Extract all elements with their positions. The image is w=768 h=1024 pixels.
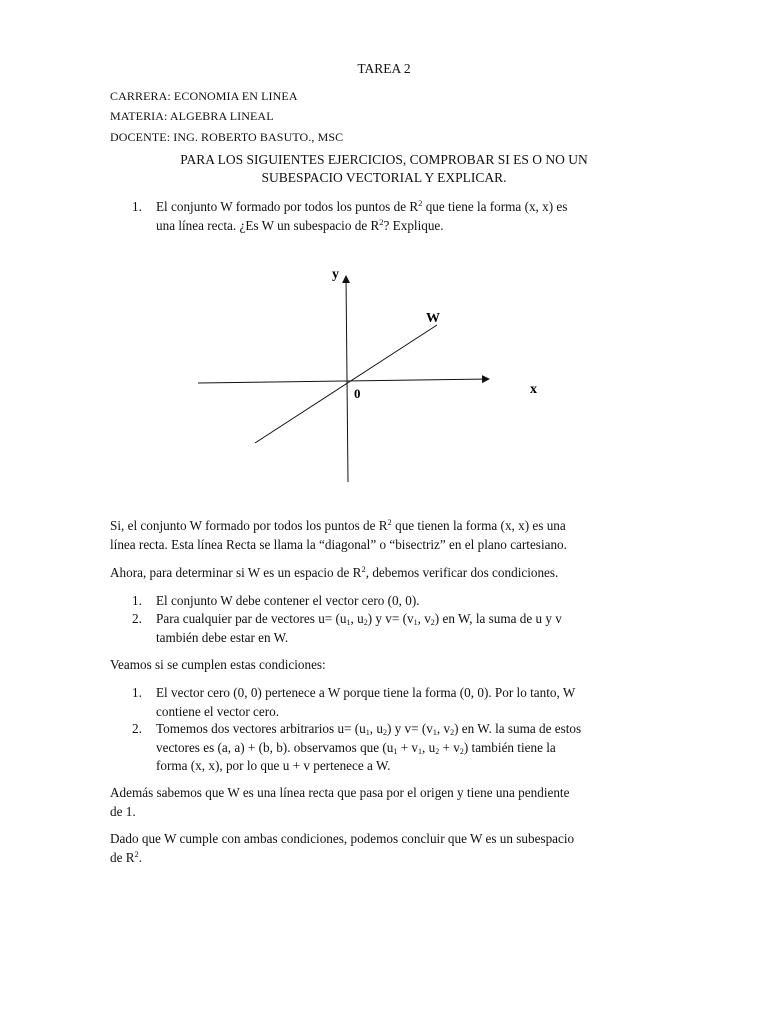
subscript: 1	[346, 618, 351, 627]
text-part: forma (x, x), por lo que u + v pertenece a W.	[156, 758, 391, 773]
exercise-1-part: El conjunto W formado por todos los puntos de R	[156, 199, 419, 214]
text-part: Dado que W cumple con ambas condiciones, podemos concluir que W es un subespacio	[110, 831, 575, 846]
teacher-line: DOCENTE: ING. ROBERTO BASUTO., MSC	[110, 130, 344, 144]
condition-2-number: 2.	[132, 611, 142, 626]
text-part: , debemos verificar dos condiciones.	[365, 565, 559, 580]
paragraph-diagonal	[110, 517, 662, 554]
superscript: 2	[418, 198, 423, 208]
text-part: Si, el conjunto W formado por todos los puntos de R	[110, 518, 388, 533]
superscript: 2	[387, 517, 392, 527]
text-part: , v	[436, 721, 451, 736]
paragraph-slope	[110, 784, 662, 821]
text-part: de 1.	[110, 803, 136, 819]
paragraph-conditions-intro	[110, 564, 662, 583]
subscript: 2	[435, 746, 440, 756]
exercise-1-number: 1.	[132, 199, 142, 214]
condition-2	[132, 610, 662, 648]
text-part: ) y v= (v	[367, 611, 414, 626]
heading-line-1: PARA LOS SIGUIENTES EJERCICIOS, COMPROBAR SI ES O NO UN	[180, 152, 588, 167]
paragraph-check-intro: Veamos si se cumplen estas condiciones:	[110, 657, 326, 672]
subscript: 1	[418, 746, 423, 756]
subscript: 1	[393, 746, 398, 756]
origin-label: 0	[354, 386, 361, 401]
subject-line: MATERIA: ALGEBRA LINEAL	[110, 109, 274, 123]
condition-1-number: 1.	[132, 593, 142, 608]
check-1-number: 1.	[132, 685, 142, 700]
subscript: 1	[413, 618, 418, 627]
text-part: ) también tiene la	[463, 739, 556, 755]
text-part: ) y v= (v	[386, 721, 433, 736]
x-axis	[198, 379, 489, 383]
text-part: vectores es (a, a) + (b, b). observamos que (u	[156, 739, 394, 755]
check-1	[132, 684, 662, 722]
condition-1-text: El conjunto W debe contener el vector cero (0, 0).	[156, 593, 420, 608]
text-part: .	[138, 849, 143, 865]
superscript: 2	[361, 564, 366, 574]
text-part: El vector cero (0, 0) pertenece a W porque tiene la forma (0, 0). Por lo tanto, W	[156, 685, 576, 700]
x-axis-label: x	[530, 382, 537, 397]
exercise-1-part: una línea recta. ¿Es W un subespacio de R	[156, 217, 380, 233]
text-part: que tienen la forma (x, x) es una	[391, 518, 566, 533]
career-line: CARRERA: ECONOMIA EN LINEA	[110, 89, 298, 103]
subscript: 1	[432, 728, 437, 737]
check-2-number: 2.	[132, 721, 142, 736]
text-part: Para cualquier par de vectores u= (u	[156, 611, 347, 626]
check-2-text	[156, 720, 662, 776]
text-part: + v	[439, 739, 460, 755]
text-part: ) en W. la suma de estos	[454, 721, 582, 736]
text-part: ) en W, la suma de u y v	[434, 611, 562, 626]
text-part: , u	[350, 611, 364, 626]
y-axis-label: y	[332, 267, 339, 282]
subscript: 2	[459, 746, 464, 756]
heading-line-2: SUBESPACIO VECTORIAL Y EXPLICAR.	[261, 170, 507, 185]
text-part: , v	[417, 611, 431, 626]
text-part: también debe estar en W.	[156, 629, 289, 645]
text-part: contiene el vector cero.	[156, 703, 280, 719]
subscript: 2	[363, 618, 368, 627]
y-axis	[346, 276, 348, 482]
subscript: 2	[450, 728, 455, 737]
line-w	[255, 325, 437, 443]
subscript: 1	[365, 728, 370, 737]
exercise-1-part: ? Explique.	[383, 217, 444, 233]
text-part: Tomemos dos vectores arbitrarios u= (u	[156, 721, 366, 736]
subscript: 2	[382, 728, 387, 737]
w-label: W	[426, 311, 440, 326]
text-part: de R	[110, 849, 135, 865]
check-1-text	[156, 684, 662, 721]
superscript: 2	[134, 848, 139, 859]
text-part: Ahora, para determinar si W es un espacio de R	[110, 565, 362, 580]
text-part: , u	[422, 739, 436, 755]
check-2	[132, 720, 662, 778]
text-part: , u	[369, 721, 383, 736]
text-part: línea recta. Esta línea Recta se llama la “diagonal” o “bisectriz” en el plano cartesiano.	[110, 536, 567, 552]
text-part: Además sabemos que W es una línea recta que pasa por el origen y tiene una pendiente	[110, 785, 570, 800]
superscript: 2	[379, 216, 384, 227]
condition-2-text	[156, 610, 662, 647]
subscript: 2	[430, 618, 435, 627]
text-part: + v	[397, 739, 419, 755]
paragraph-conclusion	[110, 830, 662, 867]
condition-1	[132, 592, 662, 612]
exercise-1-part: que tiene la forma (x, x) es	[422, 199, 568, 214]
document-title: TAREA 2	[357, 61, 411, 76]
